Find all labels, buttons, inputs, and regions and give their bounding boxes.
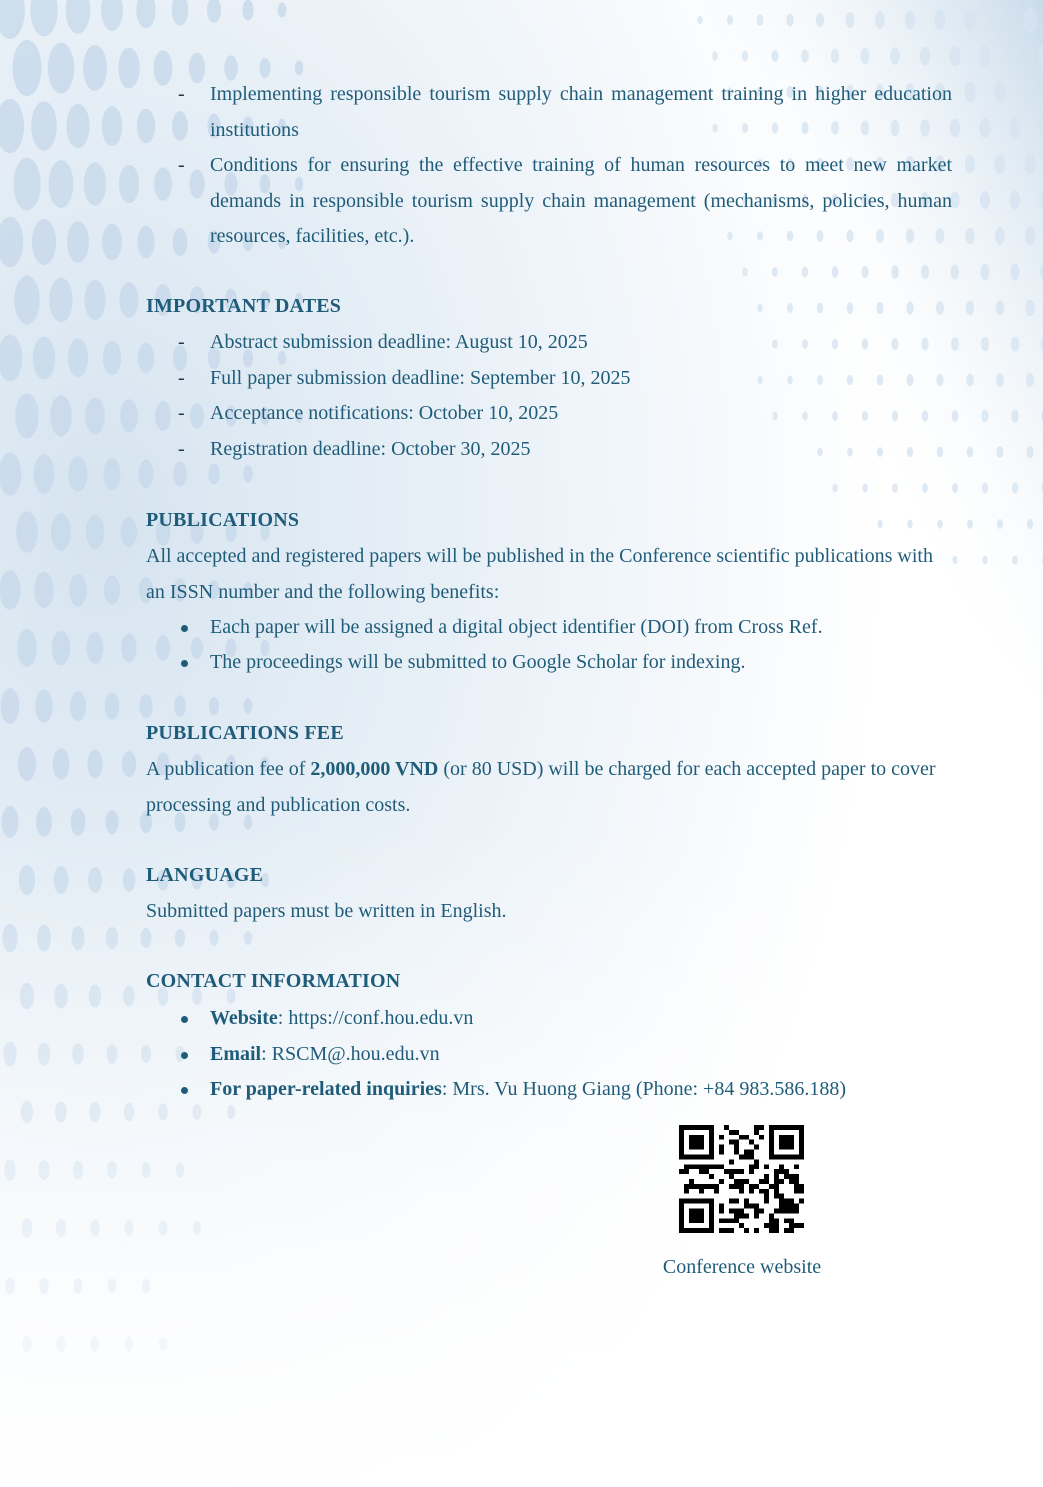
inquiry-label: For paper-related inquiries (210, 1078, 442, 1100)
list-item: Registration deadline: October 30, 2025 (210, 438, 531, 460)
list-item-text: Implementing responsible tourism supply chain management training in higher education institutions (210, 83, 952, 141)
fee-text (146, 752, 956, 823)
section-heading-language: LANGUAGE (146, 864, 264, 886)
list-item-text: Conditions for ensuring the effective training of human resources to meet new market demands in responsible tourism supply chain management (mechanisms, policies, human resources, facilities, etc.). (210, 154, 952, 247)
inquiry-value: : Mrs. Vu Huong Giang (Phone: +84 983.586.188) (441, 1078, 846, 1100)
list-item (210, 148, 952, 255)
fee-text-after: (or 80 USD) will be charged for each accepted paper to cover processing and publication costs. (146, 758, 936, 816)
email-label: Email (210, 1043, 262, 1065)
bullet-dot (181, 660, 188, 667)
list-item (210, 77, 952, 148)
qr-caption: Conference website (662, 1256, 822, 1278)
website-link[interactable]: : https://conf.hou.edu.vn (277, 1007, 474, 1029)
contact-website (210, 1001, 952, 1037)
section-heading-important-dates: IMPORTANT DATES (146, 295, 342, 317)
dash-bullet: - (178, 154, 185, 176)
qr-code-icon[interactable] (679, 1125, 804, 1233)
list-item: The proceedings will be submitted to Google Scholar for indexing. (210, 651, 746, 673)
dash-bullet: - (178, 438, 185, 460)
list-item: Full paper submission deadline: September 10, 2025 (210, 367, 631, 389)
bullet-dot (181, 1016, 188, 1023)
list-item: Each paper will be assigned a digital object identifier (DOI) from Cross Ref. (210, 616, 823, 638)
contact-email (210, 1037, 952, 1073)
list-item: Acceptance notifications: October 10, 2025 (210, 402, 559, 424)
fee-amount: 2,000,000 VND (310, 758, 439, 780)
bullet-dot (181, 1052, 188, 1059)
list-item: Abstract submission deadline: August 10, 2025 (210, 331, 588, 353)
section-heading-publications: PUBLICATIONS (146, 509, 300, 531)
section-heading-contact: CONTACT INFORMATION (146, 970, 401, 992)
fee-text-before: A publication fee of (146, 758, 311, 780)
dash-bullet: - (178, 402, 185, 424)
dash-bullet: - (178, 367, 185, 389)
website-label: Website (210, 1007, 278, 1029)
dash-bullet: - (178, 83, 185, 105)
dash-bullet: - (178, 331, 185, 353)
language-text: Submitted papers must be written in English. (146, 900, 507, 922)
publications-intro: All accepted and registered papers will be published in the Conference scientific publications with an ISSN number and the following benefits: (146, 545, 933, 603)
bullet-dot (181, 625, 188, 632)
section-heading-fee: PUBLICATIONS FEE (146, 722, 344, 744)
bullet-dot (181, 1087, 188, 1094)
contact-inquiries (210, 1072, 970, 1108)
email-link[interactable]: : RSCM@.hou.edu.vn (261, 1043, 440, 1065)
